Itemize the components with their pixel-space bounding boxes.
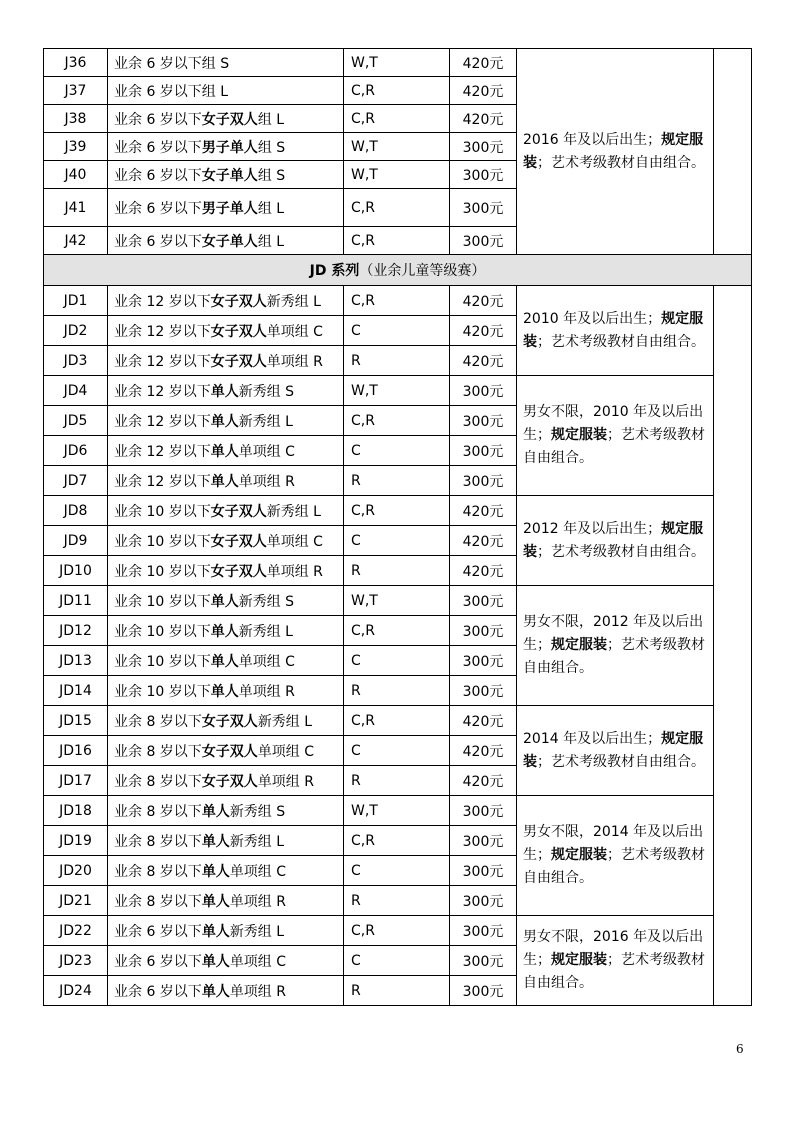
event-name-bold: 单人 (201, 953, 230, 970)
remarks-cell (714, 286, 752, 1006)
group-note (517, 376, 714, 496)
event-name (108, 189, 344, 227)
note-suffix: ；艺术考级教材自由组合。 (537, 154, 705, 171)
event-dances: W,T (344, 133, 450, 161)
note-suffix: ；艺术考级教材自由组合。 (523, 952, 705, 991)
event-fee: 300元 (450, 796, 517, 826)
event-name (108, 496, 344, 526)
event-name-prefix: 业余 8 岁以下 (114, 893, 202, 910)
event-name (108, 976, 344, 1006)
event-name-suffix: 单项组 C (229, 953, 287, 970)
note-prefix: 男女不限，2016 年及以后出生； (523, 929, 704, 968)
event-fee: 420元 (450, 766, 517, 796)
event-name-prefix: 业余 12 岁以下 (114, 323, 211, 340)
event-name-bold: 单人 (210, 623, 239, 640)
event-fee: 300元 (450, 676, 517, 706)
event-code: JD20 (44, 856, 108, 886)
event-name-suffix: 单项组 R (266, 563, 323, 580)
event-name-suffix: 新秀组 L (238, 623, 293, 640)
event-code: JD8 (44, 496, 108, 526)
event-code: JD22 (44, 916, 108, 946)
note-bold: 规定服装 (523, 730, 704, 770)
event-dances: C (344, 856, 450, 886)
event-code: JD5 (44, 406, 108, 436)
event-name-bold: 单人 (210, 653, 239, 670)
event-code: J41 (44, 189, 108, 227)
section-header-row (44, 255, 752, 286)
event-dances: C (344, 946, 450, 976)
event-fee: 420元 (450, 706, 517, 736)
note-bold: 规定服装 (551, 847, 607, 863)
note-prefix: 2016 年及以后出生； (523, 131, 662, 148)
event-code: JD14 (44, 676, 108, 706)
event-dances: C,R (344, 105, 450, 133)
event-name-bold: 女子双人 (210, 533, 267, 550)
event-fee: 300元 (450, 227, 517, 255)
section-header-body (44, 255, 752, 286)
event-dances: C,R (344, 189, 450, 227)
event-code: JD21 (44, 886, 108, 916)
event-name-suffix: 新秀组 L (257, 713, 313, 730)
event-name-bold: 单人 (201, 983, 230, 1000)
jd-series-body (44, 286, 752, 1006)
note-suffix: ；艺术考级教材自由组合。 (537, 333, 705, 350)
page-number: 6 (736, 1042, 744, 1056)
event-name (108, 616, 344, 646)
event-name-prefix: 业余 10 岁以下 (114, 683, 211, 700)
event-fee: 420元 (450, 526, 517, 556)
event-code: JD17 (44, 766, 108, 796)
event-name-bold: 男子单人 (201, 200, 258, 217)
event-name-suffix: 单项组 R (229, 893, 286, 910)
event-name-prefix: 业余 6 岁以下 (114, 111, 202, 128)
note-suffix: ；艺术考级教材自由组合。 (537, 543, 705, 560)
event-name (108, 436, 344, 466)
event-name-suffix: 新秀组 L (238, 413, 293, 430)
table-row (44, 496, 752, 526)
event-fee: 420元 (450, 49, 517, 77)
event-name (108, 946, 344, 976)
note-bold: 规定服装 (551, 637, 607, 653)
note-bold: 规定服装 (551, 952, 607, 968)
event-code: J40 (44, 161, 108, 189)
table-row (44, 706, 752, 736)
event-dances: C,R (344, 496, 450, 526)
event-fee: 420元 (450, 77, 517, 105)
table-row (44, 796, 752, 826)
note-prefix: 2012 年及以后出生； (523, 520, 662, 537)
note-suffix: ；艺术考级教材自由组合。 (523, 427, 705, 466)
event-code: J37 (44, 77, 108, 105)
event-name (108, 227, 344, 255)
event-name-bold: 单人 (201, 803, 230, 820)
event-code: JD11 (44, 586, 108, 616)
event-code: JD12 (44, 616, 108, 646)
section-header (44, 255, 752, 286)
table-row (44, 49, 752, 77)
note-bold: 规定服装 (523, 131, 704, 171)
section-title: JD 系列 (309, 263, 360, 279)
event-name-suffix: 单项组 C (257, 743, 315, 760)
event-name-suffix: 新秀组 S (238, 593, 295, 610)
event-name (108, 49, 344, 77)
event-dances: W,T (344, 161, 450, 189)
event-name-bold: 女子双人 (201, 743, 258, 760)
event-name (108, 346, 344, 376)
event-fee: 300元 (450, 376, 517, 406)
event-fee: 300元 (450, 916, 517, 946)
event-name (108, 466, 344, 496)
event-name-prefix: 业余 8 岁以下 (114, 743, 202, 760)
event-fee: 300元 (450, 826, 517, 856)
table-row (44, 916, 752, 946)
note-bold: 规定服装 (523, 520, 704, 560)
table-row (44, 376, 752, 406)
event-fee: 300元 (450, 161, 517, 189)
event-name-suffix: 单项组 R (229, 983, 286, 1000)
event-code: JD6 (44, 436, 108, 466)
event-name-prefix: 业余 12 岁以下 (114, 383, 211, 400)
event-fee: 420元 (450, 316, 517, 346)
event-name-suffix: 单项组 R (238, 473, 295, 490)
event-name-suffix: 新秀组 L (229, 923, 285, 940)
event-name-prefix: 业余 12 岁以下 (114, 293, 211, 310)
event-name (108, 676, 344, 706)
event-dances: C (344, 436, 450, 466)
event-name-prefix: 业余 6 岁以下 (114, 983, 202, 1000)
event-name-prefix: 业余 10 岁以下 (114, 503, 211, 520)
table-row (44, 586, 752, 616)
section-subtitle: （业余儿童等级赛） (359, 263, 486, 279)
event-name (108, 586, 344, 616)
event-fee: 420元 (450, 346, 517, 376)
remarks-cell (714, 49, 752, 255)
event-name-bold: 女子双人 (210, 323, 267, 340)
event-name (108, 736, 344, 766)
event-fee: 420元 (450, 286, 517, 316)
event-dances: R (344, 886, 450, 916)
note-suffix: ；艺术考级教材自由组合。 (537, 753, 705, 770)
event-name-suffix: 单项组 R (257, 773, 314, 790)
event-name-suffix: 组 S (257, 167, 286, 184)
event-name-prefix: 业余 6 岁以下 (114, 200, 202, 217)
event-name-bold: 女子双人 (201, 773, 258, 790)
event-name-bold: 单人 (210, 473, 239, 490)
group-note (517, 796, 714, 916)
event-dances: R (344, 346, 450, 376)
note-prefix: 男女不限，2012 年及以后出生； (523, 614, 704, 653)
event-name (108, 646, 344, 676)
event-fee: 300元 (450, 856, 517, 886)
event-fee: 420元 (450, 736, 517, 766)
event-name-bold: 单人 (201, 833, 230, 850)
event-name-prefix: 业余 8 岁以下 (114, 773, 202, 790)
event-name-suffix: 新秀组 S (229, 803, 286, 820)
event-name (108, 556, 344, 586)
event-name (108, 105, 344, 133)
event-fee: 300元 (450, 436, 517, 466)
event-fee: 300元 (450, 946, 517, 976)
event-name-suffix: 组 L (257, 200, 285, 217)
event-fee: 300元 (450, 406, 517, 436)
event-name-suffix: 组 S (257, 139, 286, 156)
event-name-prefix: 业余 10 岁以下 (114, 623, 211, 640)
event-name-prefix: 业余 10 岁以下 (114, 653, 211, 670)
event-name-bold: 女子双人 (210, 293, 267, 310)
event-dances: C (344, 316, 450, 346)
event-name-prefix: 业余 10 岁以下 (114, 533, 211, 550)
event-fee: 300元 (450, 586, 517, 616)
group-note (517, 286, 714, 376)
event-dances: R (344, 766, 450, 796)
event-name (108, 133, 344, 161)
event-name-prefix: 业余 12 岁以下 (114, 413, 211, 430)
note-prefix: 男女不限，2014 年及以后出生； (523, 824, 704, 863)
event-name (108, 376, 344, 406)
event-dances: C,R (344, 77, 450, 105)
event-code: J42 (44, 227, 108, 255)
event-name-suffix: 组 L (257, 233, 285, 250)
event-name-suffix: 组 L (257, 111, 285, 128)
event-name-prefix: 业余 6 岁以下 (114, 233, 202, 250)
event-name-suffix: 单项组 R (266, 353, 323, 370)
event-name-suffix: 单项组 C (238, 653, 295, 670)
event-dances: C (344, 646, 450, 676)
group-note (517, 49, 714, 255)
event-dances: C,R (344, 406, 450, 436)
event-code: JD4 (44, 376, 108, 406)
event-dances: W,T (344, 49, 450, 77)
event-name-bold: 女子双人 (210, 353, 267, 370)
event-name-prefix: 业余 12 岁以下 (114, 443, 211, 460)
event-dances: C (344, 736, 450, 766)
event-name-bold: 单人 (210, 383, 239, 400)
event-dances: W,T (344, 796, 450, 826)
event-name (108, 77, 344, 105)
event-code: JD23 (44, 946, 108, 976)
event-name-suffix: 单项组 C (229, 863, 287, 880)
event-dances: R (344, 466, 450, 496)
event-name-bold: 单人 (201, 923, 230, 940)
group-note (517, 706, 714, 796)
event-name-prefix: 业余 6 岁以下 (114, 923, 202, 940)
note-prefix: 男女不限，2010 年及以后出生； (523, 404, 704, 443)
event-fee: 300元 (450, 886, 517, 916)
event-name-prefix: 业余 10 岁以下 (114, 563, 211, 580)
event-name (108, 826, 344, 856)
event-name (108, 886, 344, 916)
event-name-suffix: 新秀组 S (238, 383, 295, 400)
event-dances: C,R (344, 916, 450, 946)
event-name-bold: 男子单人 (201, 139, 258, 156)
event-name-bold: 单人 (201, 863, 230, 880)
event-name-prefix: 业余 8 岁以下 (114, 833, 202, 850)
event-name-suffix: 新秀组 L (266, 503, 321, 520)
event-code: J36 (44, 49, 108, 77)
event-name-bold: 单人 (210, 593, 239, 610)
event-name-bold: 女子双人 (201, 111, 258, 128)
event-name (108, 316, 344, 346)
event-name-bold: 单人 (210, 413, 239, 430)
event-name-bold: 女子双人 (201, 713, 258, 730)
event-name-prefix: 业余 6 岁以下 (114, 139, 202, 156)
event-name-prefix: 业余 8 岁以下 (114, 803, 202, 820)
note-suffix: ；艺术考级教材自由组合。 (523, 637, 705, 676)
event-name (108, 406, 344, 436)
event-name-bold: 女子双人 (210, 503, 267, 520)
event-code: JD15 (44, 706, 108, 736)
table-row (44, 286, 752, 316)
competition-schedule-table (43, 48, 752, 1006)
event-dances: C (344, 526, 450, 556)
event-code: JD9 (44, 526, 108, 556)
event-code: JD18 (44, 796, 108, 826)
event-dances: C,R (344, 826, 450, 856)
event-name-bold: 女子双人 (210, 563, 267, 580)
event-name-prefix: 业余 12 岁以下 (114, 473, 211, 490)
event-code: JD16 (44, 736, 108, 766)
event-name (108, 526, 344, 556)
top-group-body (44, 49, 752, 255)
event-fee: 300元 (450, 466, 517, 496)
event-name-suffix: 新秀组 L (229, 833, 285, 850)
event-fee: 300元 (450, 646, 517, 676)
event-dances: R (344, 976, 450, 1006)
event-name-bold: 单人 (210, 443, 239, 460)
event-name-bold: 单人 (210, 683, 239, 700)
note-prefix: 2014 年及以后出生； (523, 730, 662, 747)
event-code: J39 (44, 133, 108, 161)
event-dances: C,R (344, 706, 450, 736)
event-dances: C,R (344, 227, 450, 255)
event-name (108, 766, 344, 796)
note-bold: 规定服装 (523, 310, 704, 350)
event-name-suffix: 新秀组 L (266, 293, 321, 310)
event-name-suffix: 单项组 R (238, 683, 295, 700)
event-code: JD24 (44, 976, 108, 1006)
event-fee: 300元 (450, 976, 517, 1006)
event-name-prefix: 业余 10 岁以下 (114, 593, 211, 610)
event-name-bold: 女子单人 (201, 167, 258, 184)
event-name (108, 706, 344, 736)
event-code: J38 (44, 105, 108, 133)
event-dances: C,R (344, 286, 450, 316)
event-fee: 420元 (450, 496, 517, 526)
note-suffix: ；艺术考级教材自由组合。 (523, 847, 705, 886)
event-name-suffix: 单项组 C (238, 443, 295, 460)
event-name (108, 856, 344, 886)
event-code: JD2 (44, 316, 108, 346)
group-note (517, 496, 714, 586)
event-code: JD10 (44, 556, 108, 586)
event-name-prefix: 业余 12 岁以下 (114, 353, 211, 370)
group-note (517, 916, 714, 1006)
event-name (108, 796, 344, 826)
event-dances: W,T (344, 586, 450, 616)
event-fee: 300元 (450, 616, 517, 646)
event-name-prefix: 业余 6 岁以下组 L (114, 83, 229, 100)
event-name (108, 916, 344, 946)
event-dances: W,T (344, 376, 450, 406)
event-dances: R (344, 676, 450, 706)
event-code: JD13 (44, 646, 108, 676)
event-code: JD19 (44, 826, 108, 856)
event-code: JD1 (44, 286, 108, 316)
note-prefix: 2010 年及以后出生； (523, 310, 662, 327)
event-name-suffix: 单项组 C (266, 323, 323, 340)
event-name (108, 161, 344, 189)
event-name (108, 286, 344, 316)
event-fee: 420元 (450, 105, 517, 133)
event-name-prefix: 业余 6 岁以下组 S (114, 55, 230, 72)
event-name-suffix: 单项组 C (266, 533, 323, 550)
event-code: JD3 (44, 346, 108, 376)
event-fee: 420元 (450, 556, 517, 586)
note-bold: 规定服装 (551, 427, 607, 443)
event-name-prefix: 业余 6 岁以下 (114, 167, 202, 184)
event-name-bold: 单人 (201, 893, 230, 910)
event-code: JD7 (44, 466, 108, 496)
event-fee: 300元 (450, 189, 517, 227)
event-dances: C,R (344, 616, 450, 646)
event-fee: 300元 (450, 133, 517, 161)
event-name-prefix: 业余 8 岁以下 (114, 863, 202, 880)
event-dances: R (344, 556, 450, 586)
event-name-bold: 女子单人 (201, 233, 258, 250)
event-name-prefix: 业余 6 岁以下 (114, 953, 202, 970)
group-note (517, 586, 714, 706)
event-name-prefix: 业余 8 岁以下 (114, 713, 202, 730)
